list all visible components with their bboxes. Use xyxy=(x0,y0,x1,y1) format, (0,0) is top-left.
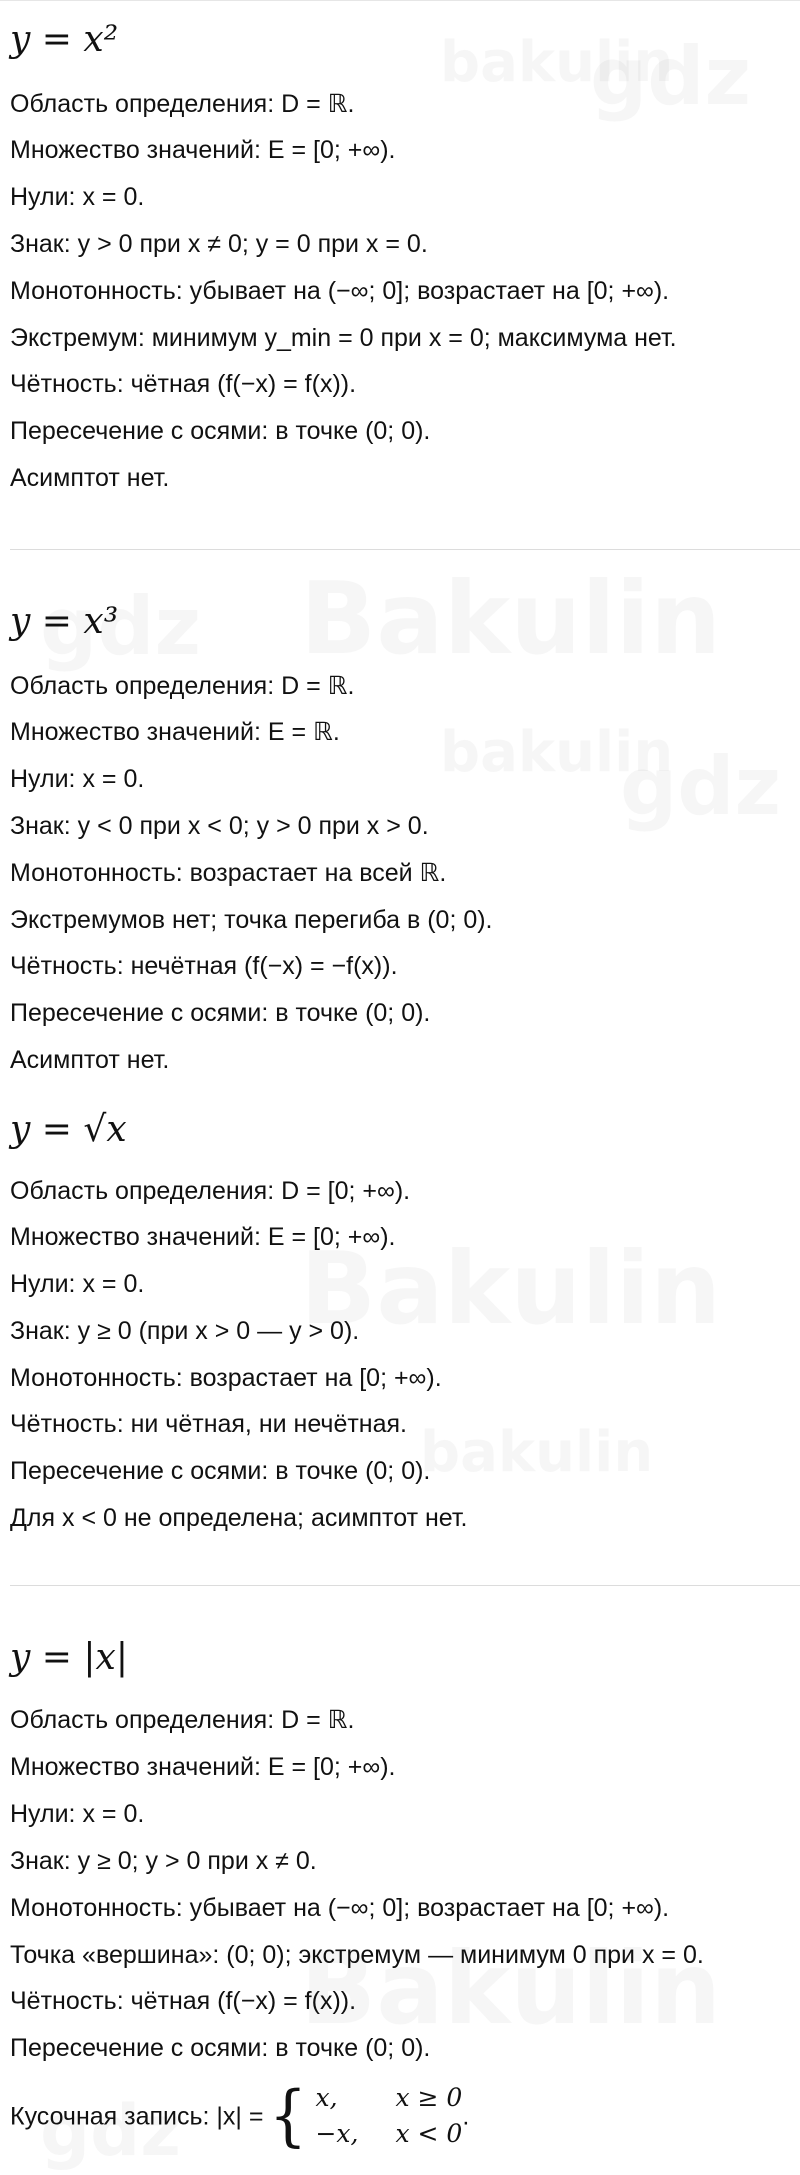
piecewise-label: Кусочная запись: |x| = xyxy=(10,2102,264,2131)
piecewise-end: . xyxy=(462,2102,470,2131)
parity-line: Чётность: чётная (f(−x) = f(x)). xyxy=(10,1987,357,2015)
piecewise-row xyxy=(315,2080,462,2116)
intersection-line: Пересечение с осями: в точке (0; 0). xyxy=(10,2034,431,2062)
piecewise-value: −x, xyxy=(315,2119,359,2149)
domain-line: Область определения: D = [0; +∞). xyxy=(10,1177,411,1205)
domain-note-line: Для x < 0 не определена; асимптот нет. xyxy=(10,1504,468,1532)
piecewise-condition: x < 0 xyxy=(395,2119,463,2149)
range-line: Множество значений: E = ℝ. xyxy=(10,718,340,746)
watermark-gdz xyxy=(620,740,781,833)
parity-line: Чётность: чётная (f(−x) = f(x)). xyxy=(10,370,357,398)
watermark-brand xyxy=(420,1420,653,1485)
zeros-line: Нули: x = 0. xyxy=(10,1270,145,1298)
section-divider xyxy=(10,549,800,550)
extremum-line: Экстремумов нет; точка перегиба в (0; 0). xyxy=(10,906,493,934)
intersection-line: Пересечение с осями: в точке (0; 0). xyxy=(10,1457,431,1485)
parity-line: Чётность: ни чётная, ни нечётная. xyxy=(10,1410,407,1438)
watermark-brand xyxy=(440,720,673,785)
range-line: Множество значений: E = [0; +∞). xyxy=(10,1223,396,1251)
domain-line: Область определения: D = ℝ. xyxy=(10,90,355,118)
zeros-line: Нули: x = 0. xyxy=(10,183,145,211)
sign-line: Знак: y < 0 при x < 0; y > 0 при x > 0. xyxy=(10,812,429,840)
piecewise-row xyxy=(315,2116,462,2152)
piecewise-condition: x ≥ 0 xyxy=(395,2083,463,2113)
section-heading: y = x² xyxy=(10,19,119,60)
watermark-gdz xyxy=(590,30,751,123)
section-heading: y = |x| xyxy=(10,1637,128,1678)
piecewise-cases xyxy=(315,2080,462,2152)
intersection-line: Пересечение с осями: в точке (0; 0). xyxy=(10,417,431,445)
watermark-brand xyxy=(300,560,721,677)
extremum-line: Экстремум: минимум y_min = 0 при x = 0; максимума нет. xyxy=(10,324,677,352)
sign-line: Знак: y ≥ 0; y > 0 при x ≠ 0. xyxy=(10,1847,317,1875)
monotonicity-line: Монотонность: возрастает на [0; +∞). xyxy=(10,1364,442,1392)
range-line: Множество значений: E = [0; +∞). xyxy=(10,136,396,164)
intersection-line: Пересечение с осями: в точке (0; 0). xyxy=(10,999,431,1027)
top-divider xyxy=(0,0,800,1)
sign-line: Знак: y ≥ 0 (при x > 0 — y > 0). xyxy=(10,1317,360,1345)
asymptote-line: Асимптот нет. xyxy=(10,1046,170,1074)
section-heading: y = √x xyxy=(10,1109,127,1150)
watermark-brand xyxy=(440,30,673,95)
parity-line: Чётность: нечётная (f(−x) = −f(x)). xyxy=(10,952,398,980)
range-line: Множество значений: E = [0; +∞). xyxy=(10,1753,396,1781)
section-divider xyxy=(10,1585,800,1586)
monotonicity-line: Монотонность: убывает на (−∞; 0]; возрастает на [0; +∞). xyxy=(10,277,670,305)
zeros-line: Нули: x = 0. xyxy=(10,1800,145,1828)
left-brace: { xyxy=(269,2077,308,2155)
monotonicity-line: Монотонность: возрастает на всей ℝ. xyxy=(10,859,447,887)
zeros-line: Нули: x = 0. xyxy=(10,765,145,793)
asymptote-line: Асимптот нет. xyxy=(10,464,170,492)
monotonicity-line: Монотонность: убывает на (−∞; 0]; возрастает на [0; +∞). xyxy=(10,1894,670,1922)
sign-line: Знак: y > 0 при x ≠ 0; y = 0 при x = 0. xyxy=(10,230,428,258)
piecewise-value: x, xyxy=(315,2083,338,2113)
section-heading: y = x³ xyxy=(10,601,119,642)
domain-line: Область определения: D = ℝ. xyxy=(10,672,355,700)
domain-line: Область определения: D = ℝ. xyxy=(10,1706,355,1734)
vertex-line: Точка «вершина»: (0; 0); экстремум — минимум 0 при x = 0. xyxy=(10,1941,704,1969)
piecewise-line xyxy=(10,2076,469,2155)
